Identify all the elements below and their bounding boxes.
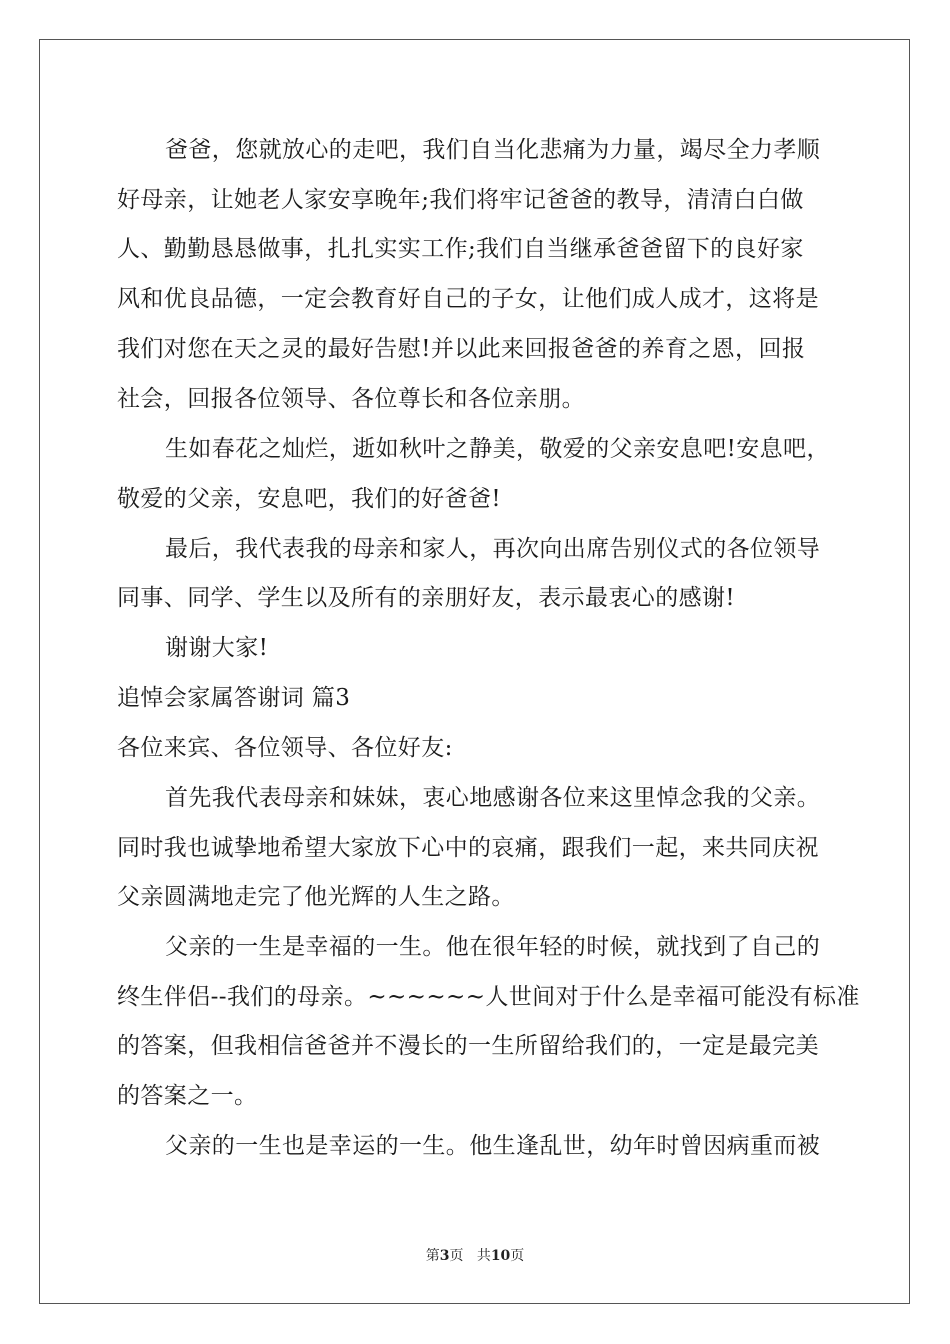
total-page-count: 10	[490, 1248, 511, 1264]
current-page-number: 3	[439, 1248, 450, 1264]
paragraph-line: 的答案，但我相信爸爸并不漫长的一生所留给我们的，一定是最完美	[117, 1033, 819, 1059]
paragraph-line: 谢谢大家!	[165, 635, 269, 661]
paragraph-line: 父亲圆满地走完了他光辉的人生之路。	[117, 884, 515, 910]
paragraph-line: 风和优良品德，一定会教育好自己的子女，让他们成人成才，这将是	[117, 286, 819, 312]
paragraph-line: 敬爱的父亲，安息吧，我们的好爸爸!	[117, 486, 502, 512]
footer-prefix: 第	[425, 1248, 440, 1264]
salutation: 各位来宾、各位领导、各位好友:	[117, 735, 453, 761]
footer-total-unit: 页	[510, 1248, 525, 1264]
paragraph-line: 我们对您在天之灵的最好告慰!并以此来回报爸爸的养育之恩，回报	[117, 336, 806, 362]
paragraph-line: 最后，我代表我的母亲和家人，再次向出席告别仪式的各位领导	[165, 536, 821, 562]
paragraph-line: 首先我代表母亲和妹妹，衷心地感谢各位来这里悼念我的父亲。	[165, 785, 821, 811]
page-footer	[0, 1246, 950, 1266]
paragraph-line: 同时我也诚挚地希望大家放下心中的哀痛，跟我们一起，来共同庆祝	[117, 835, 819, 861]
paragraph-line: 父亲的一生是幸福的一生。他在很年轻的时候，就找到了自己的	[165, 934, 821, 960]
section-heading: 追悼会家属答谢词 篇3	[117, 685, 351, 711]
paragraph-line: 的答案之一。	[117, 1083, 258, 1109]
paragraph-line: 终生伴侣--我们的母亲。~~~~~~人世间对于什么是幸福可能没有标准	[117, 984, 860, 1010]
footer-total-prefix: 共	[476, 1248, 491, 1264]
footer-page-unit: 页	[449, 1248, 464, 1264]
paragraph-line: 好母亲，让她老人家安享晚年;我们将牢记爸爸的教导，清清白白做	[117, 187, 804, 213]
paragraph-line: 爸爸，您就放心的走吧，我们自当化悲痛为力量，竭尽全力孝顺	[165, 137, 821, 163]
paragraph-line: 生如春花之灿烂，逝如秋叶之静美，敬爱的父亲安息吧!安息吧，	[165, 436, 830, 462]
paragraph-line: 社会，回报各位领导、各位尊长和各位亲朋。	[117, 386, 585, 412]
page-border	[39, 39, 910, 1304]
paragraph-line: 人、勤勤恳恳做事，扎扎实实工作;我们自当继承爸爸留下的良好家	[117, 236, 804, 262]
paragraph-line: 同事、同学、学生以及所有的亲朋好友，表示最衷心的感谢!	[117, 585, 736, 611]
paragraph-line: 父亲的一生也是幸运的一生。他生逢乱世，幼年时曾因病重而被	[165, 1133, 821, 1159]
